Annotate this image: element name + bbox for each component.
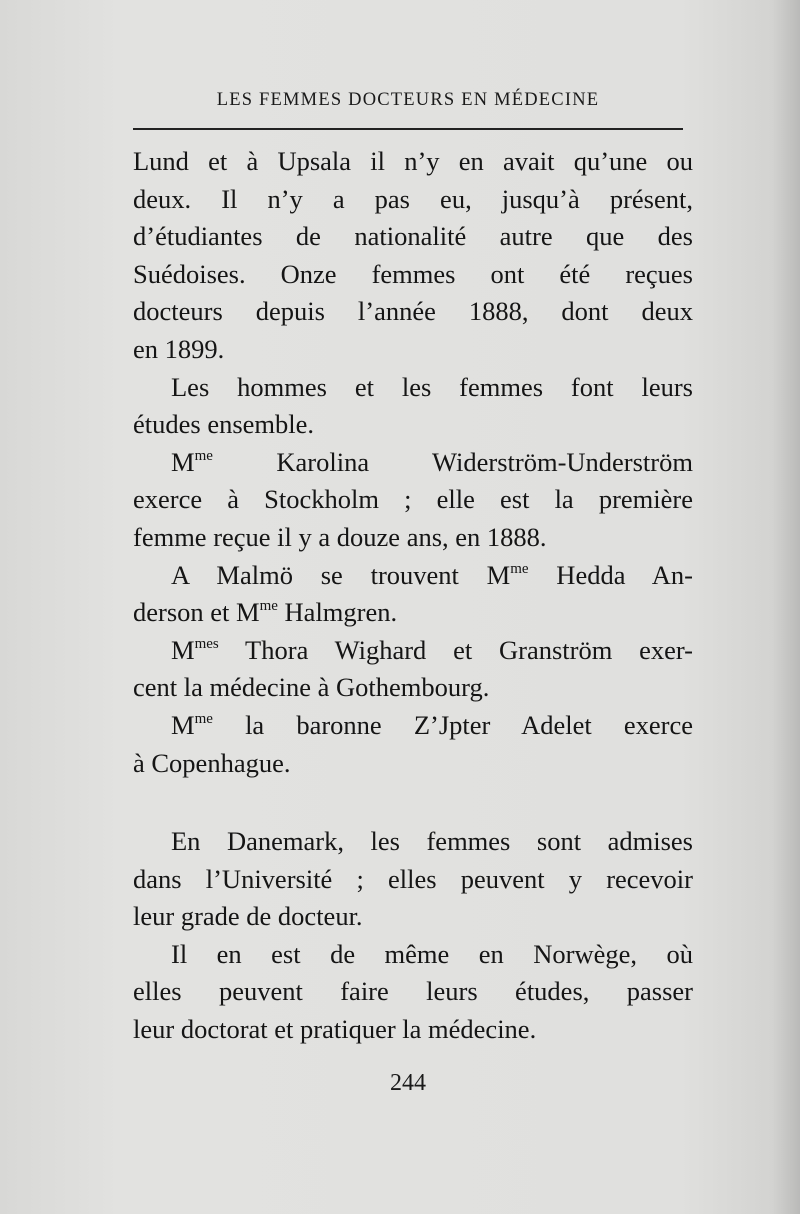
text-line: cent la médecine à Gothembourg. [133,672,490,703]
text-line: elles peuvent faire leurs études, passer [133,976,693,1007]
superscript: me [194,447,213,464]
superscript: me [259,598,278,615]
text-line: $M^{me}$ Karolina Widerström-Underström [171,446,693,477]
body-block-2 [133,823,693,1049]
text-line: En Danemark, les femmes sont admises [171,826,693,856]
page-edge-shadow [772,0,800,1214]
text-line: dans l’Université ; elles peuvent y recevoir [133,863,693,894]
superscript: me [510,560,529,577]
text-line: leur doctorat et pratiquer la médecine. [133,1013,537,1044]
text-line: d’étudiantes de nationalité autre que des [133,221,693,252]
text-line: $M^{me}$ la baronne Z’Jpter Adelet exerce [171,709,693,740]
text-line: Les hommes et les femmes font leurs [171,371,693,402]
text-line: à Copenhague. [133,747,291,778]
text-line: Il en est de même en Norwège, où [171,938,693,969]
text-line: Suédoises. Onze femmes ont été reçues [133,258,693,289]
text-line: docteurs depuis l’année 1888, dont deux [133,296,693,327]
page-number: 244 [390,1070,426,1096]
text-line: deux. Il n’y a pas eu, jusqu’à présent, [133,183,693,214]
text-line: études ensemble. [133,409,315,440]
text-line: en 1899. [133,333,225,364]
superscript: me [194,710,213,727]
superscript: mes [194,635,219,652]
text-line: leur grade de docteur. [133,901,363,932]
text-line: femme reçue il y a douze ans, en 1888. [133,521,547,552]
text-line: exerce à Stockholm ; elle est la première [133,484,693,515]
body-block-1 [133,143,693,782]
text-line: derson et $M^{me}$ Halmgren. [133,597,398,628]
text-line: Lund et à Upsala il n’y en avait qu’une ou [133,146,693,176]
header-rule [133,128,683,130]
text-line: $M^{mes}$ Thora Wighard et Granström exer- [171,634,693,665]
text-line: A Malmö se trouvent $M^{me}$ Hedda An- [171,559,693,590]
running-head: LES FEMMES DOCTEURS EN MÉDECINE [216,90,600,110]
